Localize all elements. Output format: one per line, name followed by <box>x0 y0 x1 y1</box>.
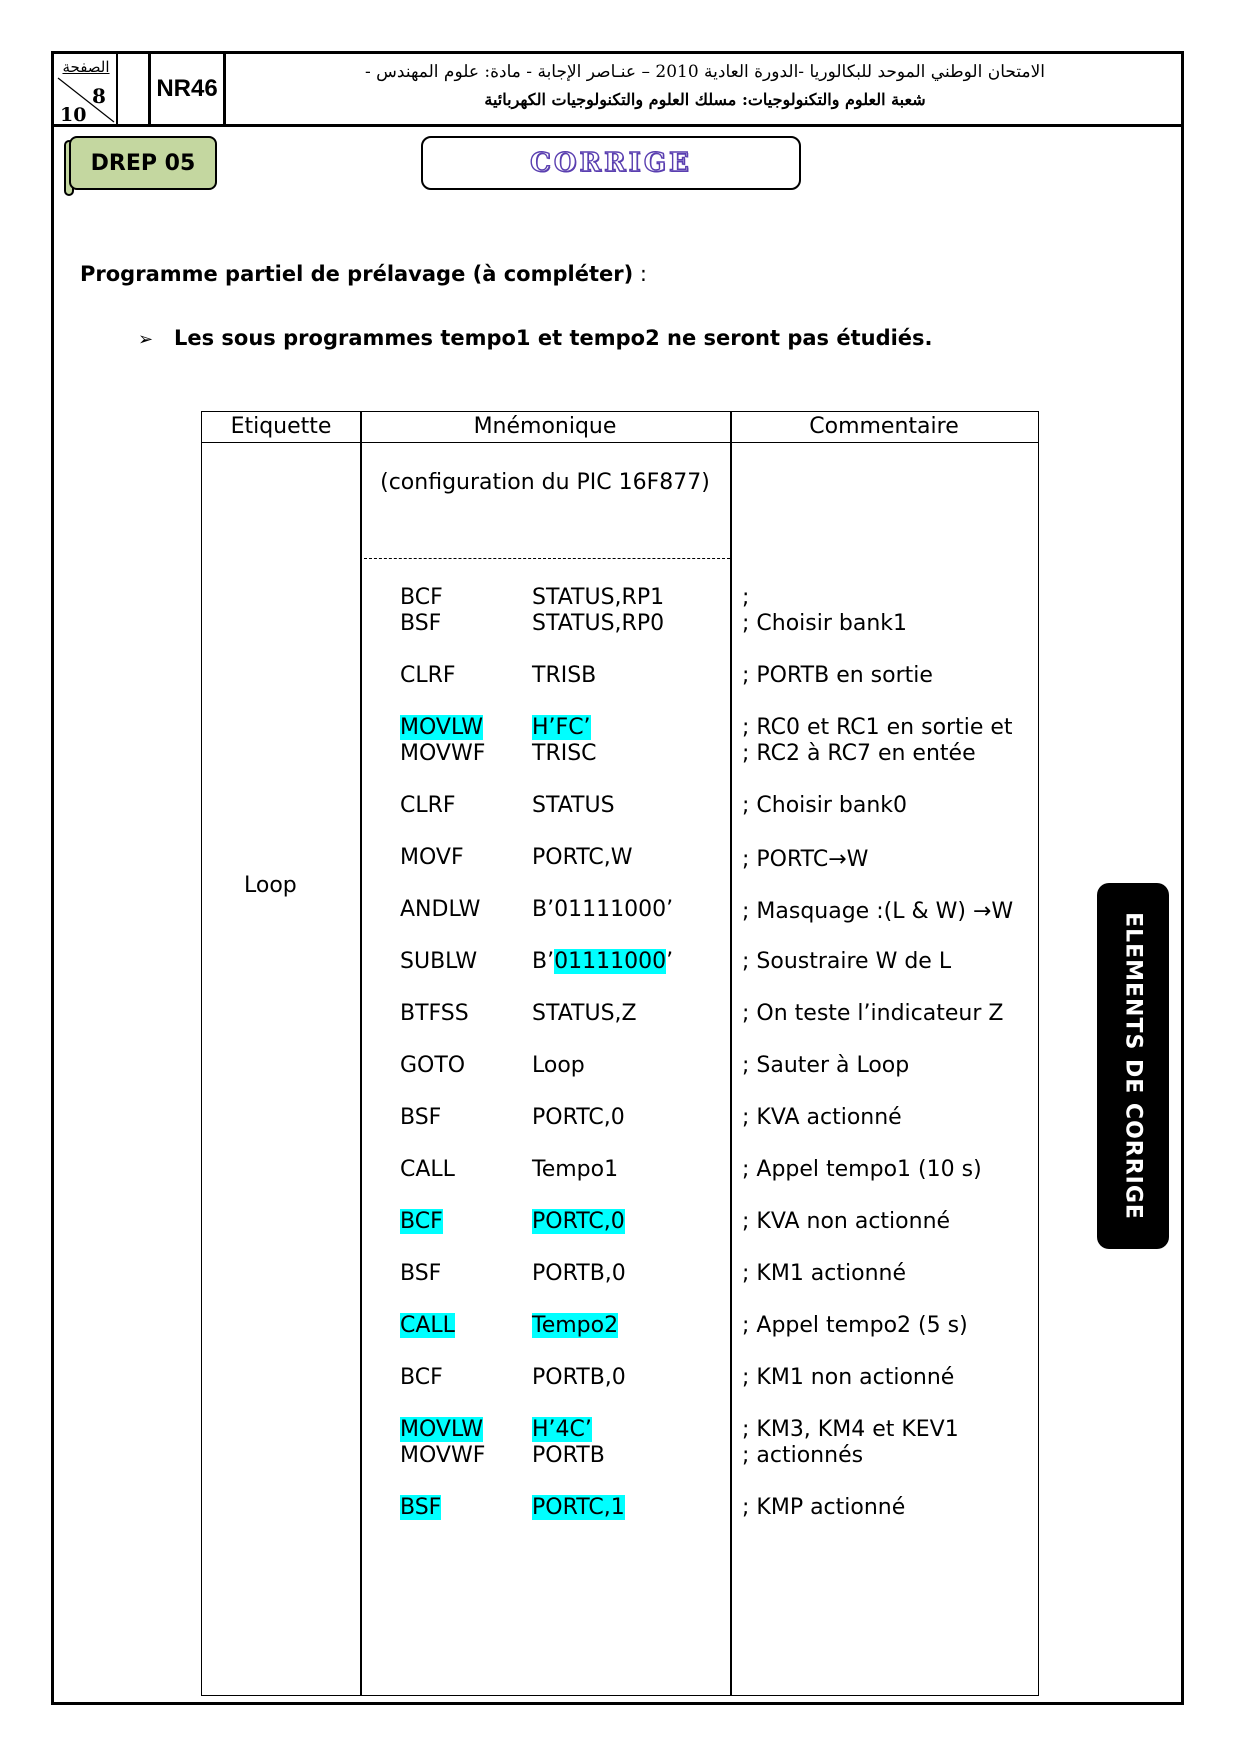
instruction-operand <box>532 1156 618 1184</box>
instruction-opcode <box>400 1156 455 1184</box>
section-title-colon: : <box>633 262 647 286</box>
operand-suffix: ’ <box>666 949 674 974</box>
instruction-comment: ; Soustraire W de L <box>742 949 952 974</box>
instruction-operand <box>532 1364 626 1392</box>
header-commentaire: Commentaire <box>809 414 959 439</box>
opcode-text: CLRF <box>400 793 456 818</box>
instruction-operand <box>532 1104 625 1132</box>
header-mnemonique: Mnémonique <box>473 414 617 439</box>
instruction-operand <box>532 584 664 612</box>
instruction-operand <box>532 844 633 872</box>
instruction-comment: ; actionnés <box>742 1443 864 1468</box>
instruction-operand <box>532 714 591 742</box>
opcode-text: BCF <box>400 1365 443 1390</box>
instruction-comment: ; KM1 actionné <box>742 1261 907 1286</box>
operand-text: PORTC,1 <box>532 1495 625 1520</box>
instruction-comment: ; KVA non actionné <box>742 1209 951 1234</box>
instruction-comment: ; KM3, KM4 et KEV1 <box>742 1417 959 1442</box>
instruction-opcode <box>400 1260 441 1288</box>
operand-text: PORTC,0 <box>532 1209 625 1234</box>
instruction-comment: ; PORTB en sortie <box>742 663 933 688</box>
instruction-operand <box>532 610 664 638</box>
instruction-comment: ; <box>742 585 750 610</box>
instruction-comment: ; PORTC→W <box>742 847 869 872</box>
opcode-text: MOVLW <box>400 1417 483 1442</box>
note-text: Les sous programmes tempo1 et tempo2 ne seront pas étudiés. <box>174 326 933 350</box>
instruction-operand <box>532 792 615 820</box>
arrow-bullet-icon: ➢ <box>138 329 154 350</box>
operand-text: STATUS,RP0 <box>532 611 665 636</box>
operand-text: PORTC,0 <box>532 1105 625 1130</box>
opcode-text: BSF <box>400 1261 442 1286</box>
instruction-comment: ; Choisir bank0 <box>742 793 908 818</box>
loop-label: Loop <box>244 873 297 898</box>
column-divider <box>730 412 732 1695</box>
instruction-operand <box>532 1000 637 1028</box>
opcode-text: CLRF <box>400 663 456 688</box>
opcode-text: BCF <box>400 1209 443 1234</box>
instruction-opcode <box>400 1416 483 1444</box>
instruction-opcode <box>400 1364 443 1392</box>
operand-text: PORTB,0 <box>532 1365 626 1390</box>
instruction-opcode <box>400 896 480 924</box>
instruction-operand <box>532 662 596 690</box>
opcode-text: BCF <box>400 585 443 610</box>
opcode-text: BSF <box>400 1495 442 1520</box>
exam-code: NR46 <box>148 54 226 124</box>
operand-text: PORTB,0 <box>532 1261 626 1286</box>
note <box>138 326 933 350</box>
instruction-opcode <box>400 1494 441 1522</box>
instruction-opcode <box>400 740 485 768</box>
operand-text: TRISC <box>532 741 597 766</box>
page-label: الصفحة <box>62 58 110 76</box>
program-table <box>201 411 1039 1696</box>
instruction-opcode <box>400 1442 485 1470</box>
instruction-opcode <box>400 1000 469 1028</box>
opcode-text: BSF <box>400 1105 442 1130</box>
instruction-comment: ; RC2 à RC7 en entée <box>742 741 976 766</box>
corrige-title: CORRIGE <box>530 148 692 178</box>
operand-text: STATUS <box>532 793 615 818</box>
header-text <box>230 58 1180 114</box>
operand-prefix: B’ <box>532 949 555 974</box>
instruction-comment: ; Sauter à Loop <box>742 1053 910 1078</box>
opcode-text: BTFSS <box>400 1001 469 1026</box>
instruction-operand <box>532 1442 605 1470</box>
operand-text: Tempo2 <box>532 1313 619 1338</box>
instruction-opcode <box>400 1052 465 1080</box>
instruction-operand <box>532 1052 585 1080</box>
operand-text: H’4C’ <box>532 1417 592 1442</box>
header-line-1: الامتحان الوطني الموحد للبكالوريا -الدورة العادية 2010 – عنـاصر الإجابة - مادة: علوم المهندس - <box>365 62 1045 82</box>
instruction-opcode <box>400 584 443 612</box>
opcode-text: CALL <box>400 1313 455 1338</box>
side-tab <box>1097 883 1169 1249</box>
instruction-operand <box>532 948 673 976</box>
operand-text: B’01111000’ <box>532 897 674 922</box>
opcode-text: GOTO <box>400 1053 466 1078</box>
instruction-operand <box>532 1312 618 1340</box>
instruction-comment: ; KM1 non actionné <box>742 1365 955 1390</box>
opcode-text: MOVWF <box>400 741 486 766</box>
instruction-comment: ; Masquage :(L & W) →W <box>742 899 1014 924</box>
instruction-comment: ; RC0 et RC1 en sortie et <box>742 715 1013 740</box>
instruction-comment: ; Choisir bank1 <box>742 611 908 636</box>
instruction-operand <box>532 1208 625 1236</box>
column-divider <box>360 412 362 1695</box>
operand-text: STATUS,RP1 <box>532 585 665 610</box>
operand-text: STATUS,Z <box>532 1001 637 1026</box>
header-line-2: شعبة العلوم والتكنولوجيات: مسلك العلوم والتكنولوجيات الكهربائية <box>484 90 926 109</box>
opcode-text: CALL <box>400 1157 455 1182</box>
opcode-text: MOVWF <box>400 1443 486 1468</box>
instruction-opcode <box>400 1312 455 1340</box>
instruction-opcode <box>400 844 464 872</box>
drep-label: DREP 05 <box>69 136 217 190</box>
instruction-operand <box>532 1494 625 1522</box>
header-divider <box>51 124 1184 127</box>
opcode-text: BSF <box>400 611 442 636</box>
instruction-operand <box>532 1260 626 1288</box>
instruction-comment: ; KVA actionné <box>742 1105 902 1130</box>
side-tab-label: ELEMENTS DE CORRIGE <box>1120 912 1146 1220</box>
operand-text: Loop <box>532 1053 585 1078</box>
operand-text: Tempo1 <box>532 1157 619 1182</box>
instruction-opcode <box>400 1104 441 1132</box>
instruction-opcode <box>400 662 456 690</box>
instruction-operand <box>532 896 673 924</box>
page-total: 10 <box>60 104 87 126</box>
instruction-comment: ; Appel tempo1 (10 s) <box>742 1157 982 1182</box>
operand-text: 01111000 <box>554 949 667 974</box>
instruction-opcode <box>400 714 483 742</box>
instruction-opcode <box>400 792 456 820</box>
operand-text: PORTC,W <box>532 845 633 870</box>
instruction-opcode <box>400 948 477 976</box>
opcode-text: ANDLW <box>400 897 481 922</box>
corrige-box <box>421 136 801 190</box>
section-title-text: Programme partiel de prélavage (à compléter) <box>80 262 634 286</box>
opcode-text: MOVLW <box>400 715 483 740</box>
instruction-opcode <box>400 1208 443 1236</box>
operand-text: PORTB <box>532 1443 605 1468</box>
operand-text: TRISB <box>532 663 597 688</box>
config-note: (configuration du PIC 16F877) <box>380 470 710 495</box>
opcode-text: SUBLW <box>400 949 478 974</box>
header-etiquette: Etiquette <box>230 414 332 439</box>
instruction-operand <box>532 740 597 768</box>
instruction-comment: ; Appel tempo2 (5 s) <box>742 1313 968 1338</box>
instruction-operand <box>532 1416 592 1444</box>
instruction-opcode <box>400 610 441 638</box>
opcode-text: MOVF <box>400 845 464 870</box>
instruction-comment: ; KMP actionné <box>742 1495 906 1520</box>
instruction-comment: ; On teste l’indicateur Z <box>742 1001 1004 1026</box>
section-title <box>80 262 647 286</box>
dashed-separator <box>364 558 730 559</box>
operand-text: H’FC’ <box>532 715 591 740</box>
page-number: 8 <box>92 84 106 108</box>
